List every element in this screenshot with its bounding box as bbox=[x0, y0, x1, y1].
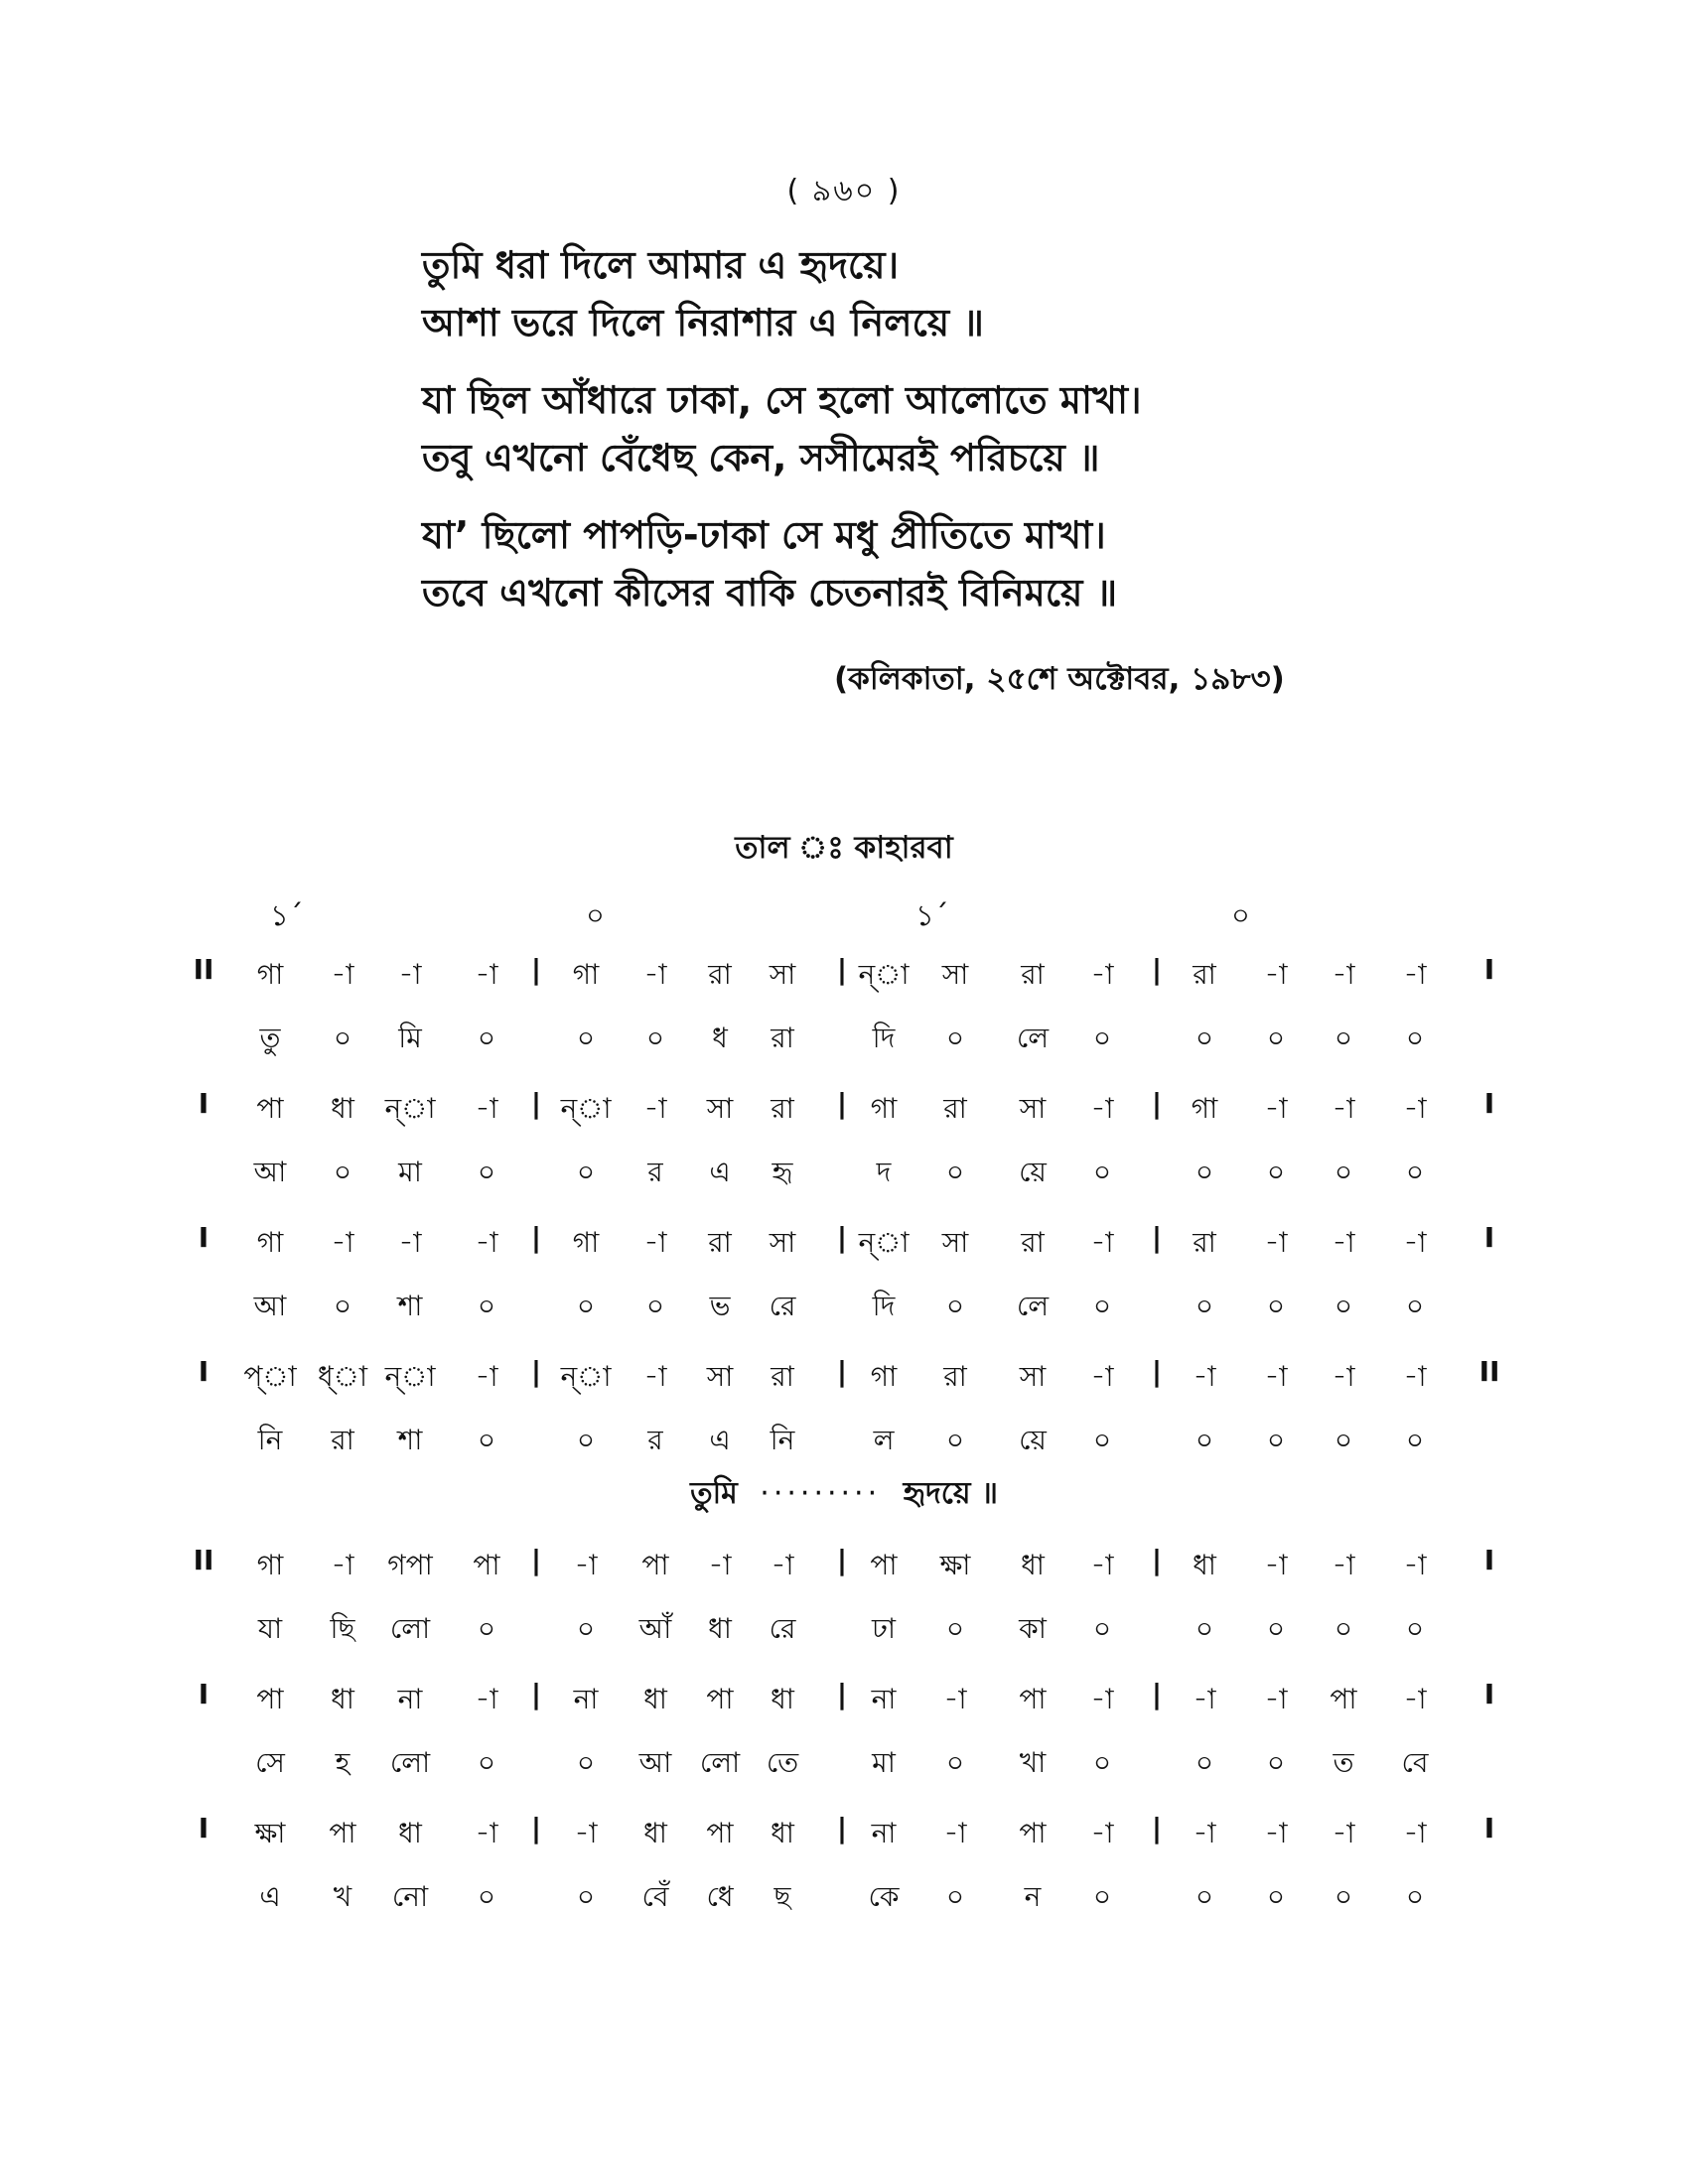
swara-note: -া bbox=[1193, 1683, 1216, 1715]
refrain-dots: ········· bbox=[760, 1476, 882, 1511]
beat-separator: | bbox=[836, 1544, 848, 1576]
swara-note: -া bbox=[574, 1549, 598, 1581]
poem-line: আশা ভরে দিলে নিরাশার এ নিলয়ে ॥ bbox=[422, 301, 984, 344]
swara-note: পা bbox=[1019, 1683, 1047, 1715]
swara-note: গা bbox=[256, 1226, 284, 1259]
lyric-syllable: ০ bbox=[477, 1880, 496, 1913]
end-bar: II bbox=[1478, 1355, 1500, 1388]
beat-separator: | bbox=[530, 1544, 542, 1576]
lyric-syllable: ০ bbox=[1195, 1424, 1214, 1456]
lyric-syllable: লো bbox=[699, 1746, 741, 1779]
lyric-syllable: ০ bbox=[477, 1612, 496, 1645]
swara-note: রা bbox=[771, 1360, 794, 1393]
lyric-syllable: দি bbox=[872, 1290, 896, 1322]
lyric-syllable: য়ে bbox=[1019, 1424, 1047, 1456]
swara-note: ধ্া bbox=[317, 1360, 368, 1393]
beat-separator: | bbox=[836, 1812, 848, 1844]
refrain-start: তুমি bbox=[690, 1476, 738, 1511]
end-bar: I bbox=[1483, 1087, 1495, 1120]
swara-note: ধা bbox=[643, 1817, 667, 1849]
lyric-syllable: নি bbox=[257, 1424, 283, 1456]
lyric-syllable: ধা bbox=[708, 1612, 732, 1645]
lyric-syllable: ছ bbox=[774, 1880, 791, 1913]
lyric-syllable: এ bbox=[709, 1424, 731, 1456]
swara-note: ধা bbox=[331, 1683, 354, 1715]
swara-note: -া bbox=[1403, 1226, 1427, 1259]
lyric-syllable: ০ bbox=[1195, 1612, 1214, 1645]
start-bar: I bbox=[198, 1678, 210, 1710]
swara-note: -া bbox=[1090, 1360, 1114, 1393]
start-bar: II bbox=[193, 1544, 214, 1576]
swara-note: গা bbox=[256, 958, 284, 991]
beat-separator: | bbox=[530, 1812, 542, 1844]
lyric-syllable: ল bbox=[873, 1424, 895, 1456]
beat-separator: | bbox=[1151, 1087, 1163, 1120]
swara-note: পা bbox=[256, 1092, 284, 1125]
lyric-syllable: ০ bbox=[477, 1156, 496, 1188]
lyric-syllable: দ bbox=[876, 1156, 892, 1188]
lyric-syllable: ০ bbox=[1092, 1746, 1112, 1779]
swara-note: রা bbox=[708, 958, 732, 991]
lyric-syllable: ০ bbox=[945, 1424, 965, 1456]
swara-note: ধা bbox=[398, 1817, 422, 1849]
swara-note: গা bbox=[256, 1549, 284, 1581]
refrain-end: হৃদয়ে ॥ bbox=[903, 1476, 998, 1511]
swara-note: রা bbox=[1021, 1226, 1045, 1259]
lyric-syllable: মা bbox=[872, 1746, 896, 1779]
swara-note: সা bbox=[941, 958, 969, 991]
swara-note: না bbox=[871, 1817, 897, 1849]
beat-separator: | bbox=[836, 1087, 848, 1120]
lyric-syllable: খা bbox=[1019, 1746, 1047, 1779]
swara-note: ন্া bbox=[384, 1360, 436, 1393]
swara-note: পা bbox=[706, 1817, 734, 1849]
lyric-syllable: ০ bbox=[945, 1156, 965, 1188]
end-bar: I bbox=[1483, 1812, 1495, 1844]
swara-note: -া bbox=[943, 1817, 967, 1849]
lyric-syllable: ঢা bbox=[872, 1612, 896, 1645]
swara-note: গা bbox=[572, 958, 600, 991]
swara-note: পা bbox=[1330, 1683, 1357, 1715]
swara-note: না bbox=[397, 1683, 423, 1715]
swara-note: -া bbox=[1403, 1360, 1427, 1393]
swara-note: -া bbox=[1264, 1817, 1288, 1849]
lyric-syllable: খ bbox=[333, 1880, 352, 1913]
beat-separator: | bbox=[1151, 1221, 1163, 1254]
lyric-syllable: শা bbox=[397, 1290, 423, 1322]
lyric-syllable: ০ bbox=[1405, 1022, 1425, 1054]
lyric-syllable: ০ bbox=[1405, 1290, 1425, 1322]
swara-note: -া bbox=[1193, 1817, 1216, 1849]
lyric-syllable: ০ bbox=[1092, 1424, 1112, 1456]
beat-separator: | bbox=[1151, 1812, 1163, 1844]
lyric-syllable: ০ bbox=[945, 1290, 965, 1322]
swara-note: -া bbox=[1264, 1360, 1288, 1393]
lyric-syllable: ০ bbox=[1334, 1290, 1353, 1322]
beat-separator: | bbox=[836, 953, 848, 986]
beat-separator: | bbox=[530, 1221, 542, 1254]
lyric-syllable: নো bbox=[391, 1880, 429, 1913]
lyric-syllable: নি bbox=[770, 1424, 795, 1456]
lyric-syllable: ০ bbox=[645, 1022, 665, 1054]
swara-note: ধা bbox=[1193, 1549, 1216, 1581]
poem-line: তুমি ধরা দিলে আমার এ হৃদয়ে। bbox=[422, 243, 900, 287]
swara-note: সা bbox=[1019, 1092, 1047, 1125]
lyric-syllable: তু bbox=[259, 1022, 281, 1054]
lyric-syllable: ০ bbox=[477, 1746, 496, 1779]
lyric-syllable: ০ bbox=[945, 1746, 965, 1779]
swara-note: না bbox=[871, 1683, 897, 1715]
swara-note: -া bbox=[475, 1817, 498, 1849]
poem-line: তবু এখনো বেঁধেছ কেন, সসীমেরই পরিচয়ে ॥ bbox=[422, 436, 1100, 479]
swara-note: -া bbox=[771, 1549, 794, 1581]
lyric-syllable: বে bbox=[1401, 1746, 1429, 1779]
beat-separator: | bbox=[530, 953, 542, 986]
lyric-syllable: হ bbox=[335, 1746, 351, 1779]
swara-note: -া bbox=[708, 1549, 732, 1581]
swara-note: পা bbox=[706, 1683, 734, 1715]
swara-note: রা bbox=[1193, 958, 1216, 991]
lyric-syllable: ০ bbox=[1334, 1156, 1353, 1188]
swara-note: সা bbox=[706, 1360, 734, 1393]
swara-note: ন্া bbox=[858, 958, 910, 991]
swara-note: -া bbox=[1403, 1817, 1427, 1849]
swara-note: -া bbox=[475, 1683, 498, 1715]
swara-note: গা bbox=[572, 1226, 600, 1259]
swara-note: রা bbox=[1193, 1226, 1216, 1259]
swara-note: -া bbox=[643, 1092, 667, 1125]
swara-note: পা bbox=[1019, 1817, 1047, 1849]
swara-note: -া bbox=[1090, 1683, 1114, 1715]
poem-line: তবে এখনো কীসের বাকি চেতনারই বিনিময়ে ॥ bbox=[422, 571, 1118, 614]
lyric-syllable: ০ bbox=[645, 1290, 665, 1322]
lyric-syllable: ০ bbox=[1405, 1424, 1425, 1456]
page-number: ( ৯৬০ ) bbox=[786, 174, 902, 208]
swara-note: -া bbox=[1332, 1817, 1355, 1849]
swara-note: ন্া bbox=[384, 1092, 436, 1125]
swara-note: -া bbox=[1090, 958, 1114, 991]
swara-note: রা bbox=[943, 1360, 967, 1393]
poem-line: যা’ ছিলো পাপড়ি-ঢাকা সে মধু প্রীতিতে মাখা। bbox=[422, 513, 1106, 557]
tala-label: তাল ঃ কাহারবা bbox=[735, 830, 953, 866]
swara-note: পা bbox=[329, 1817, 356, 1849]
lyric-syllable: ০ bbox=[333, 1022, 352, 1054]
start-bar: I bbox=[198, 1221, 210, 1254]
lyric-syllable: ০ bbox=[1266, 1612, 1286, 1645]
lyric-syllable: বেঁ bbox=[641, 1880, 669, 1913]
lyric-syllable: ০ bbox=[576, 1746, 596, 1779]
lyric-syllable: র bbox=[647, 1424, 663, 1456]
lyric-syllable: ভ bbox=[709, 1290, 731, 1322]
swara-note: -া bbox=[398, 958, 422, 991]
lyric-syllable: ০ bbox=[1266, 1290, 1286, 1322]
beat-marker-3: ১´ bbox=[915, 898, 949, 932]
swara-note: -া bbox=[1264, 1226, 1288, 1259]
lyric-syllable: ০ bbox=[945, 1612, 965, 1645]
lyric-syllable: ০ bbox=[576, 1290, 596, 1322]
swara-note: -া bbox=[1403, 1683, 1427, 1715]
poem-line: যা ছিল আঁধারে ঢাকা, সে হলো আলোতে মাখা। bbox=[422, 378, 1142, 422]
swara-note: -া bbox=[1264, 958, 1288, 991]
lyric-syllable: ০ bbox=[576, 1022, 596, 1054]
lyric-syllable: লো bbox=[389, 1746, 431, 1779]
swara-note: রা bbox=[771, 1092, 794, 1125]
swara-note: -া bbox=[331, 958, 354, 991]
swara-note: পা bbox=[870, 1549, 898, 1581]
swara-note: পা bbox=[473, 1549, 500, 1581]
swara-note: পা bbox=[256, 1683, 284, 1715]
lyric-syllable: ০ bbox=[1092, 1880, 1112, 1913]
lyric-syllable: ০ bbox=[1266, 1880, 1286, 1913]
lyric-syllable: শা bbox=[397, 1424, 423, 1456]
lyric-syllable: ০ bbox=[477, 1022, 496, 1054]
lyric-syllable: এ bbox=[709, 1156, 731, 1188]
swara-note: সা bbox=[769, 958, 796, 991]
swara-note: সা bbox=[769, 1226, 796, 1259]
lyric-syllable: রা bbox=[771, 1022, 794, 1054]
lyric-syllable: ০ bbox=[576, 1424, 596, 1456]
lyric-syllable: ০ bbox=[1266, 1424, 1286, 1456]
lyric-syllable: ০ bbox=[1266, 1156, 1286, 1188]
lyric-syllable: আ bbox=[253, 1156, 287, 1188]
beat-separator: | bbox=[836, 1221, 848, 1254]
lyric-syllable: লে bbox=[1016, 1022, 1050, 1054]
lyric-syllable: ০ bbox=[1334, 1424, 1353, 1456]
swara-note: সা bbox=[1019, 1360, 1047, 1393]
lyric-syllable: ০ bbox=[1405, 1156, 1425, 1188]
swara-note: -া bbox=[1264, 1549, 1288, 1581]
swara-note: -া bbox=[1264, 1683, 1288, 1715]
lyric-syllable: ০ bbox=[477, 1290, 496, 1322]
lyric-syllable: ০ bbox=[1092, 1612, 1112, 1645]
swara-note: -া bbox=[475, 1360, 498, 1393]
lyric-syllable: ন bbox=[1024, 1880, 1042, 1913]
swara-note: পা bbox=[641, 1549, 669, 1581]
lyric-syllable: হৃ bbox=[772, 1156, 793, 1188]
swara-note: -া bbox=[643, 958, 667, 991]
swara-note: -া bbox=[1332, 1360, 1355, 1393]
lyric-syllable: ধ bbox=[712, 1022, 728, 1054]
swara-note: ন্া bbox=[560, 1092, 612, 1125]
lyric-syllable: লো bbox=[389, 1612, 431, 1645]
lyric-syllable: ০ bbox=[1092, 1022, 1112, 1054]
lyric-syllable: ০ bbox=[1266, 1746, 1286, 1779]
beat-separator: | bbox=[530, 1355, 542, 1388]
lyric-syllable: আঁ bbox=[638, 1612, 672, 1645]
lyric-syllable: ০ bbox=[477, 1424, 496, 1456]
swara-note: -া bbox=[1090, 1092, 1114, 1125]
swara-note: -া bbox=[1403, 958, 1427, 991]
lyric-syllable: ০ bbox=[1092, 1156, 1112, 1188]
swara-note: -া bbox=[1264, 1092, 1288, 1125]
swara-note: -া bbox=[1193, 1360, 1216, 1393]
lyric-syllable: ০ bbox=[1405, 1880, 1425, 1913]
swara-note: -া bbox=[1403, 1549, 1427, 1581]
beat-separator: | bbox=[836, 1355, 848, 1388]
lyric-syllable: ০ bbox=[1195, 1290, 1214, 1322]
swara-note: -া bbox=[574, 1817, 598, 1849]
beat-separator: | bbox=[1151, 1355, 1163, 1388]
swara-note: -া bbox=[331, 1549, 354, 1581]
end-bar: I bbox=[1483, 953, 1495, 986]
refrain-line bbox=[0, 1469, 1688, 1520]
swara-note: -া bbox=[1090, 1226, 1114, 1259]
swara-note: -া bbox=[1090, 1817, 1114, 1849]
beat-separator: | bbox=[836, 1678, 848, 1710]
lyric-syllable: ধে bbox=[706, 1880, 734, 1913]
lyric-syllable: ০ bbox=[576, 1880, 596, 1913]
swara-note: ক্ষা bbox=[254, 1817, 286, 1849]
lyric-syllable: ০ bbox=[576, 1612, 596, 1645]
swara-note: রা bbox=[708, 1226, 732, 1259]
swara-note: রা bbox=[943, 1092, 967, 1125]
swara-note: -া bbox=[331, 1226, 354, 1259]
lyric-syllable: ছি bbox=[330, 1612, 355, 1645]
swara-note: সা bbox=[706, 1092, 734, 1125]
beat-separator: | bbox=[1151, 1544, 1163, 1576]
lyric-syllable: কা bbox=[1019, 1612, 1047, 1645]
swara-note: -া bbox=[1090, 1549, 1114, 1581]
swara-note: ন্া bbox=[560, 1360, 612, 1393]
lyric-syllable: ০ bbox=[333, 1156, 352, 1188]
lyric-syllable: দি bbox=[872, 1022, 896, 1054]
lyric-syllable: ০ bbox=[945, 1022, 965, 1054]
lyric-syllable: ০ bbox=[1092, 1290, 1112, 1322]
swara-note: ধা bbox=[771, 1817, 794, 1849]
swara-note: -া bbox=[475, 1226, 498, 1259]
swara-note: ধা bbox=[771, 1683, 794, 1715]
end-bar: I bbox=[1483, 1221, 1495, 1254]
start-bar: I bbox=[198, 1812, 210, 1844]
lyric-syllable: রে bbox=[769, 1612, 796, 1645]
swara-note: গা bbox=[870, 1360, 898, 1393]
swara-note: ন্া bbox=[858, 1226, 910, 1259]
swara-note: -া bbox=[398, 1226, 422, 1259]
place-date: (কলিকাতা, ২৫শে অক্টোবর, ১৯৮৩) bbox=[834, 661, 1285, 697]
swara-note: প্া bbox=[243, 1360, 297, 1393]
beat-marker-4: ০ bbox=[1231, 898, 1250, 932]
end-bar: I bbox=[1483, 1678, 1495, 1710]
swara-note: গপা bbox=[387, 1549, 433, 1581]
beat-marker-2: ০ bbox=[586, 898, 605, 932]
swara-note: -া bbox=[643, 1226, 667, 1259]
lyric-syllable: মা bbox=[398, 1156, 422, 1188]
swara-note: গা bbox=[870, 1092, 898, 1125]
lyric-syllable: ০ bbox=[1195, 1880, 1214, 1913]
lyric-syllable: ০ bbox=[1334, 1022, 1353, 1054]
swara-note: -া bbox=[475, 958, 498, 991]
lyric-syllable: মি bbox=[398, 1022, 422, 1054]
lyric-syllable: ০ bbox=[945, 1880, 965, 1913]
lyric-syllable: লে bbox=[1016, 1290, 1050, 1322]
beat-separator: | bbox=[1151, 953, 1163, 986]
lyric-syllable: ০ bbox=[1334, 1612, 1353, 1645]
swara-note: রা bbox=[1021, 958, 1045, 991]
lyric-syllable: ০ bbox=[1334, 1880, 1353, 1913]
swara-note: -া bbox=[1332, 1549, 1355, 1581]
swara-note: -া bbox=[1332, 1226, 1355, 1259]
swara-note: -া bbox=[643, 1360, 667, 1393]
lyric-syllable: সে bbox=[255, 1746, 285, 1779]
lyric-syllable: যা bbox=[257, 1612, 283, 1645]
beat-separator: | bbox=[530, 1087, 542, 1120]
swara-note: -া bbox=[1403, 1092, 1427, 1125]
lyric-syllable: ০ bbox=[1195, 1022, 1214, 1054]
lyric-syllable: আ bbox=[638, 1746, 672, 1779]
swara-note: ধা bbox=[331, 1092, 354, 1125]
beat-separator: | bbox=[530, 1678, 542, 1710]
lyric-syllable: রা bbox=[331, 1424, 354, 1456]
lyric-syllable: ০ bbox=[1405, 1612, 1425, 1645]
lyric-syllable: কে bbox=[868, 1880, 900, 1913]
lyric-syllable: ০ bbox=[1195, 1156, 1214, 1188]
lyric-syllable: ০ bbox=[333, 1290, 352, 1322]
swara-note: -া bbox=[475, 1092, 498, 1125]
lyric-syllable: য়ে bbox=[1019, 1156, 1047, 1188]
end-bar: I bbox=[1483, 1544, 1495, 1576]
swara-note: -া bbox=[1332, 958, 1355, 991]
lyric-syllable: ০ bbox=[576, 1156, 596, 1188]
swara-note: -া bbox=[943, 1683, 967, 1715]
swara-note: ধা bbox=[1021, 1549, 1045, 1581]
swara-note: না bbox=[573, 1683, 599, 1715]
swara-note: ধা bbox=[643, 1683, 667, 1715]
lyric-syllable: র bbox=[647, 1156, 663, 1188]
lyric-syllable: ০ bbox=[1195, 1746, 1214, 1779]
lyric-syllable: রে bbox=[769, 1290, 796, 1322]
swara-note: সা bbox=[941, 1226, 969, 1259]
lyric-syllable: ত bbox=[1333, 1746, 1354, 1779]
beat-separator: | bbox=[1151, 1678, 1163, 1710]
start-bar: I bbox=[198, 1355, 210, 1388]
start-bar: II bbox=[193, 953, 214, 986]
start-bar: I bbox=[198, 1087, 210, 1120]
lyric-syllable: আ bbox=[253, 1290, 287, 1322]
beat-marker-1: ১´ bbox=[270, 898, 304, 932]
lyric-syllable: ০ bbox=[1266, 1022, 1286, 1054]
lyric-syllable: এ bbox=[259, 1880, 281, 1913]
swara-note: -া bbox=[1332, 1092, 1355, 1125]
swara-note: গা bbox=[1191, 1092, 1218, 1125]
lyric-syllable: তে bbox=[766, 1746, 799, 1779]
swara-note: ক্ষা bbox=[939, 1549, 971, 1581]
